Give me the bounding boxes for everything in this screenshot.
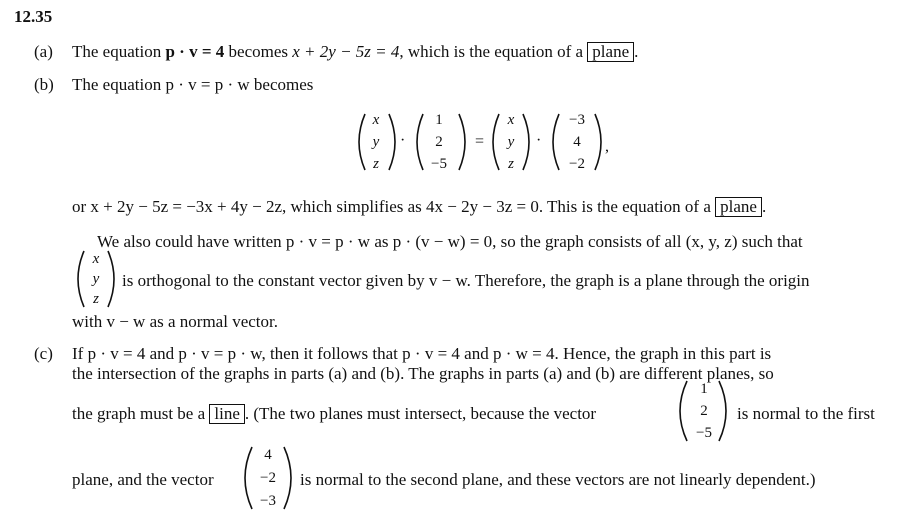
vector-xyz: x y z — [372, 112, 380, 172]
part-b-line4: is orthogonal to the constant vector given by v − w. Therefore, the graph is a plane through the origin — [122, 271, 810, 290]
part-c-line4-start: plane, and the vector — [72, 470, 214, 489]
part-c-answer-box: line — [209, 404, 245, 424]
dot-op: · — [536, 132, 542, 149]
problem-number: 12.35 — [14, 7, 53, 26]
part-b-intro: The equation p · v = p · w becomes — [72, 75, 314, 94]
part-c-line2: the intersection of the graphs in parts (a) and (b). The graphs in parts (a) and (b) are different planes, so — [72, 364, 774, 383]
part-b-line5: with v − w as a normal vector. — [72, 312, 278, 331]
right-paren — [595, 114, 601, 170]
part-b-line3: We also could have written p · v = p · w as p · (v − w) = 0, so the graph consists of all (x, y, z) such that — [97, 232, 803, 251]
equals-op: = — [475, 133, 485, 150]
part-c-line1: If p · v = 4 and p · v = p · w, then it follows that p · v = 4 and p · w = 4. Hence, the graph in this part is — [72, 344, 772, 363]
vector-w: −3 4 −2 — [569, 112, 585, 172]
part-a-label: (a) — [34, 42, 53, 61]
part-a-eq2: x + 2y − 5z = 4 — [292, 42, 400, 61]
left-paren — [493, 114, 499, 170]
part-a-eq1: p · v = 4 — [165, 42, 225, 61]
dot-op: · — [400, 132, 406, 149]
part-a-text: The equation p · v = 4 becomes x + 2y − 5z = 4, which is the equation of a plane . — [72, 42, 639, 61]
inline-vector-xyz: x y z — [92, 251, 100, 307]
part-c-line3: the graph must be a line . (The two planes must intersect, because the vector — [72, 404, 597, 423]
comma: , — [605, 138, 609, 155]
left-paren — [417, 114, 423, 170]
left-paren — [553, 114, 559, 170]
part-c-line4-end: is normal to the second plane, and these vectors are not linearly dependent.) — [300, 470, 816, 489]
vector-xyz: x y z — [507, 112, 515, 172]
part-c-label: (c) — [34, 344, 53, 363]
right-paren — [389, 114, 395, 170]
right-paren — [459, 114, 465, 170]
right-paren — [523, 114, 529, 170]
part-b-line2: or x + 2y − 5z = −3x + 4y − 2z, which simplifies as 4x − 2y − 3z = 0. This is the equation of a plane . — [72, 197, 767, 216]
part-b-answer-box: plane — [715, 197, 762, 217]
part-c-vector2: 4 −2 −3 — [260, 447, 276, 509]
vector-p: 1 2 −5 — [431, 112, 447, 172]
part-c-vector1: 1 2 −5 — [696, 381, 712, 441]
part-c-line3-end: is normal to the first — [737, 404, 875, 423]
left-paren — [359, 114, 365, 170]
part-b-label: (b) — [34, 75, 54, 94]
part-a-answer-box: plane — [587, 42, 634, 62]
